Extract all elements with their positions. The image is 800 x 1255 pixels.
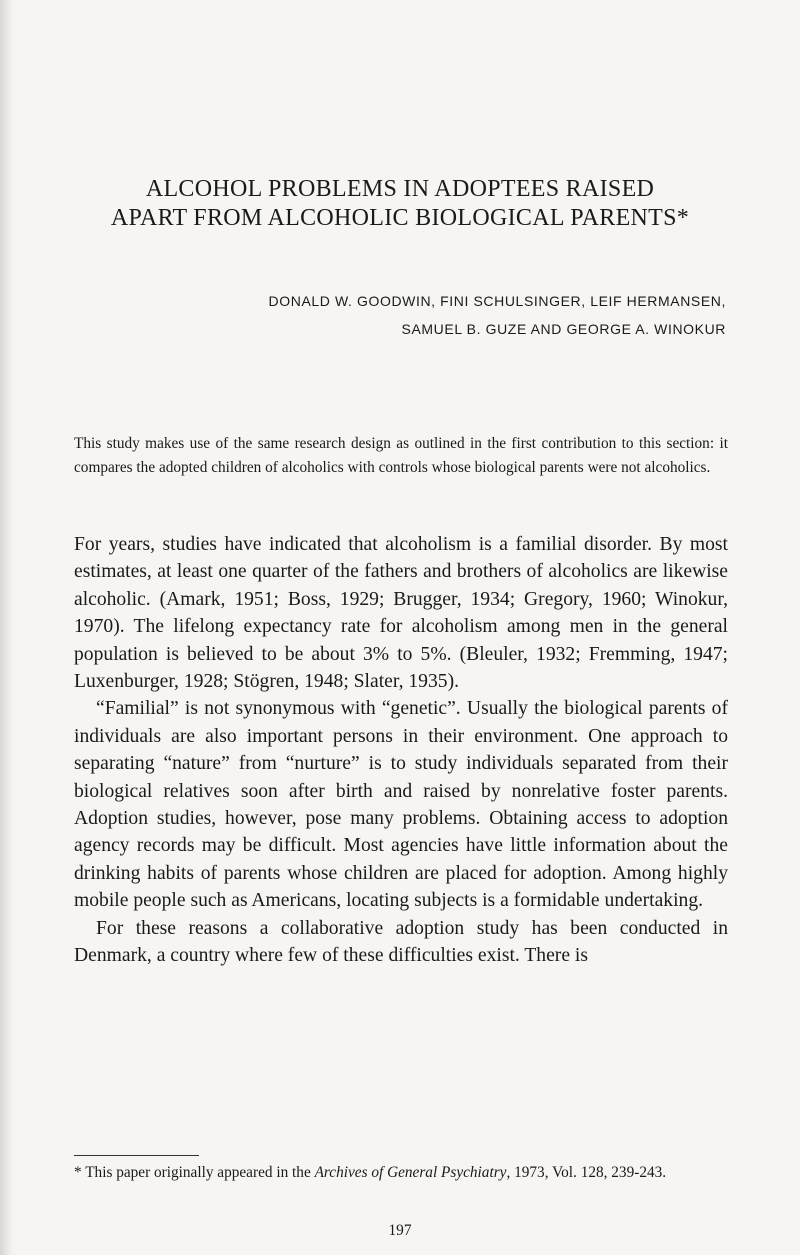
- footnote-journal: Archives of General Psychiatry: [314, 1164, 507, 1181]
- footnote-prefix: * This paper originally appeared in the: [74, 1164, 315, 1181]
- footnote: [74, 1161, 728, 1185]
- footnote-divider: [74, 1155, 199, 1156]
- paragraph-1: For years, studies have indicated that alcoholism is a familial disorder. By most estimates, at least one quarter of the fathers and brothers of alcoholics are likewise alcoholic. (Amark, 1951; Boss, 1929; Brugger, 1934; Gregory, 1960; Winokur, 1970). The lifelong expectancy rate for alcoholism among men in the general population is believed to be about 3% to 5%. (Bleuler, 1932; Fremming, 1947; Luxenburger, 1928; Stögren, 1948; Slater, 1935).: [74, 534, 728, 693]
- page-number: 197: [388, 1222, 412, 1239]
- body-text: [74, 531, 728, 970]
- author-line-1: DONALD W. GOODWIN, FINI SCHULSINGER, LEIF HERMANSEN,: [268, 293, 726, 309]
- author-line-2: SAMUEL B. GUZE AND GEORGE A. WINOKUR: [401, 321, 726, 337]
- article-title: [0, 175, 800, 233]
- author-list: [0, 287, 726, 343]
- footnote-suffix: , 1973, Vol. 128, 239-243.: [506, 1164, 667, 1181]
- title-line-2: APART FROM ALCOHOLIC BIOLOGICAL PARENTS*: [110, 205, 690, 231]
- abstract: This study makes use of the same research design as outlined in the first contribution to this section: it compares the adopted children of alcoholics with controls whose biological parents were not alcoholics.: [74, 435, 728, 476]
- title-line-1: ALCOHOL PROBLEMS IN ADOPTEES RAISED: [145, 176, 655, 202]
- paragraph-2: “Familial” is not synonymous with “genetic”. Usually the biological parents of individuals are also important persons in their environment. One approach to separating “nature” from “nurture” is to study individuals separated from their biological relatives soon after birth and raised by nonrelative foster parents. Adoption studies, however, pose many problems. Obtaining access to adoption agency records may be difficult. Most agencies have little information about the drinking habits of parents whose children are placed for adoption. Among highly mobile people such as Americans, locating subjects is a formidable undertaking.: [74, 698, 728, 912]
- paragraph-3: For these reasons a collaborative adoption study has been conducted in Denmark, a country where few of these difficulties exist. There is: [74, 917, 728, 967]
